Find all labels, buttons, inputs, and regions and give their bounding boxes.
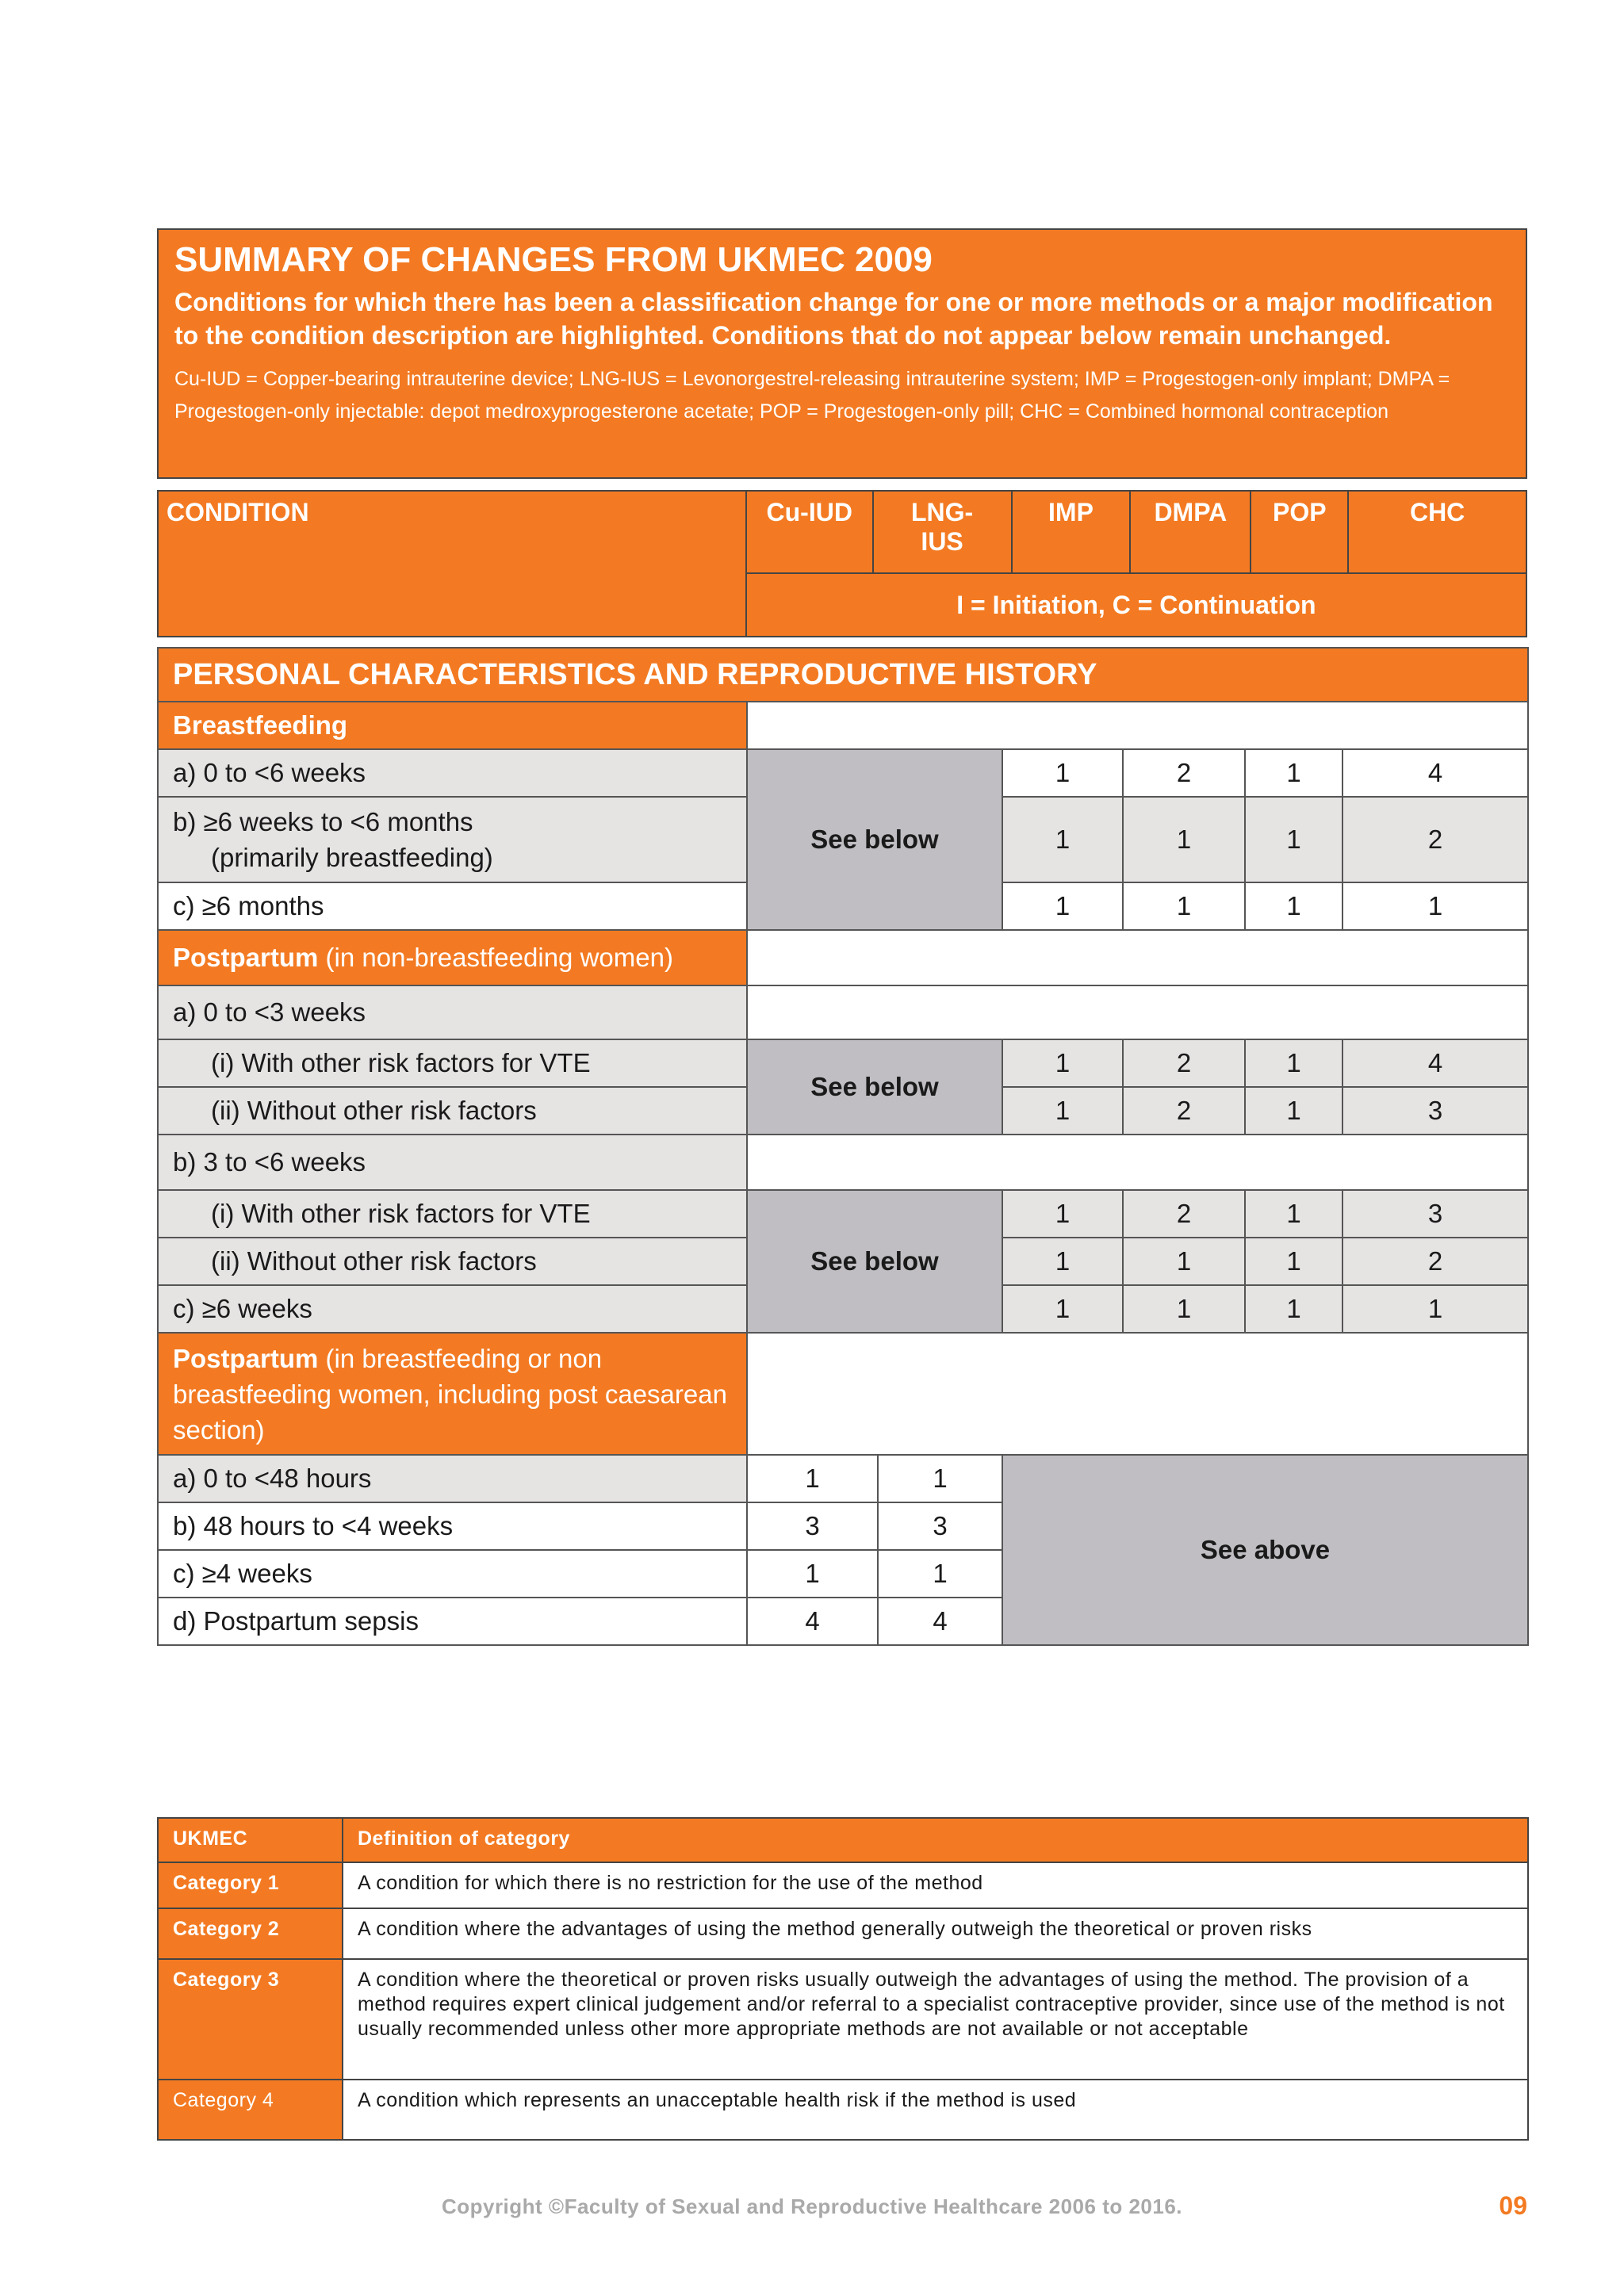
- see-below-cell: See below: [747, 1039, 1002, 1135]
- abbreviations-note: Cu-IUD = Copper-bearing intrauterine device; LNG-IUS = Levonorgestrel-releasing intrauterine system; IMP = Progestogen-only implant; DMPA = Progestogen-only injectable: depot medroxyprogesterone acetate; POP = Progestogen-only pill; CHC = Combined hormonal contraception: [174, 368, 1450, 423]
- see-above-cell: See above: [1002, 1455, 1528, 1645]
- table-row: [158, 749, 1528, 797]
- chc-value: 2: [1342, 1238, 1528, 1285]
- breastfeeding-heading: Breastfeeding: [158, 702, 747, 749]
- pop-value: 1: [1245, 1039, 1342, 1087]
- blank-cell: [747, 930, 1528, 985]
- imp-value: 1: [1002, 1190, 1123, 1238]
- row-label: c) ≥6 weeks: [158, 1285, 747, 1333]
- postpartum-all-heading: [158, 1333, 747, 1455]
- imp-value: 1: [1002, 797, 1123, 882]
- dmpa-value: 2: [1123, 749, 1245, 797]
- dmpa-value: 1: [1123, 797, 1245, 882]
- col-dmpa: DMPA: [1130, 491, 1251, 573]
- dmpa-value: 2: [1123, 1039, 1245, 1087]
- row-label-line2: (primarily breastfeeding): [211, 843, 493, 872]
- summary-title: SUMMARY OF CHANGES FROM UKMEC 2009: [174, 240, 933, 279]
- col-cu-iud: Cu-IUD: [746, 491, 873, 573]
- blank-cell: [747, 1333, 1528, 1455]
- col-chc: CHC: [1348, 491, 1526, 573]
- section-title: PERSONAL CHARACTERISTICS AND REPRODUCTIVE HISTORY: [158, 648, 1528, 702]
- ukmec-header: UKMEC: [158, 1818, 343, 1862]
- row-label: a) 0 to <48 hours: [158, 1455, 747, 1502]
- row-label: a) 0 to <3 weeks: [158, 985, 747, 1039]
- cu-iud-value: 1: [747, 1455, 878, 1502]
- dmpa-value: 1: [1123, 1285, 1245, 1333]
- chc-value: 1: [1342, 1285, 1528, 1333]
- lng-ius-value: 4: [878, 1598, 1002, 1645]
- row-label: b) 48 hours to <4 weeks: [158, 1502, 747, 1550]
- definition-header: Definition of category: [343, 1818, 1528, 1862]
- lng-ius-value: 1: [878, 1550, 1002, 1598]
- summary-box: [157, 228, 1527, 479]
- see-below-cell: See below: [747, 1190, 1002, 1333]
- cu-iud-value: 3: [747, 1502, 878, 1550]
- row-label: (ii) Without other risk factors: [158, 1087, 747, 1135]
- pop-value: 1: [1245, 882, 1342, 930]
- col-lng-ius: LNG-IUS: [873, 491, 1012, 573]
- category-definition: A condition where the advantages of using the method generally outweigh the theoretical or proven risks: [343, 1908, 1528, 1959]
- col-imp: IMP: [1012, 491, 1131, 573]
- category-definition: A condition which represents an unacceptable health risk if the method is used: [343, 2080, 1528, 2140]
- imp-value: 1: [1002, 1087, 1123, 1135]
- pop-value: 1: [1245, 1285, 1342, 1333]
- dmpa-value: 2: [1123, 1087, 1245, 1135]
- imp-value: 1: [1002, 749, 1123, 797]
- row-label: c) ≥4 weeks: [158, 1550, 747, 1598]
- chc-value: 4: [1342, 749, 1528, 797]
- col-pop: POP: [1251, 491, 1348, 573]
- table-row: [158, 1039, 1528, 1087]
- row-label: (i) With other risk factors for VTE: [158, 1039, 747, 1087]
- imp-value: 1: [1002, 1285, 1123, 1333]
- pop-value: 1: [1245, 1238, 1342, 1285]
- page-number: 09: [1499, 2191, 1527, 2220]
- blank-cell: [747, 1135, 1528, 1190]
- postpartum-nonbf-heading: [158, 930, 747, 985]
- category-definition: A condition where the theoretical or proven risks usually outweigh the advantages of using the method. The provision of a method requires expert clinical judgement and/or referral to a specialist contraceptive provider, since use of the method is not usually recommended unless other more appropriate methods are not available or not acceptable: [343, 1959, 1528, 2080]
- chc-value: 2: [1342, 797, 1528, 882]
- imp-value: 1: [1002, 882, 1123, 930]
- category-label: Category 3: [158, 1959, 343, 2080]
- lng-ius-value: 1: [878, 1455, 1002, 1502]
- lng-ius-value: 3: [878, 1502, 1002, 1550]
- chc-value: 3: [1342, 1087, 1528, 1135]
- category-definition: A condition for which there is no restriction for the use of the method: [343, 1862, 1528, 1908]
- see-below-cell: See below: [747, 749, 1002, 930]
- heading-bold: Postpartum: [173, 1343, 319, 1373]
- pop-value: 1: [1245, 797, 1342, 882]
- row-label: a) 0 to <6 weeks: [158, 749, 747, 797]
- copyright-text: Copyright ©Faculty of Sexual and Reproductive Healthcare 2006 to 2016.: [441, 2195, 1183, 2218]
- chc-value: 1: [1342, 882, 1528, 930]
- heading-note: (in breastfeeding or non breastfeeding women, including post caesarean section): [173, 1343, 727, 1445]
- dmpa-value: 1: [1123, 1238, 1245, 1285]
- pop-value: 1: [1245, 1087, 1342, 1135]
- chc-value: 4: [1342, 1039, 1528, 1087]
- row-label: b) 3 to <6 weeks: [158, 1135, 747, 1190]
- category-label: Category 2: [158, 1908, 343, 1959]
- pop-value: 1: [1245, 749, 1342, 797]
- row-label-line1: b) ≥6 weeks to <6 months: [173, 807, 473, 836]
- dmpa-value: 1: [1123, 882, 1245, 930]
- row-label: (ii) Without other risk factors: [158, 1238, 747, 1285]
- initiation-legend: I = Initiation, C = Continuation: [746, 573, 1526, 637]
- summary-subtitle: Conditions for which there has been a classification change for one or more methods or a major modification to the condition description are highlighted. Conditions that do not appear below remain unchanged.: [174, 288, 1493, 350]
- table-row: [158, 1190, 1528, 1238]
- category-label: Category 4: [158, 2080, 343, 2140]
- category-label: Category 1: [158, 1862, 343, 1908]
- heading-note: (in non-breastfeeding women): [325, 943, 673, 972]
- category-definitions-table: [157, 1817, 1529, 2141]
- imp-value: 1: [1002, 1238, 1123, 1285]
- blank-cell: [747, 702, 1528, 749]
- row-label: (i) With other risk factors for VTE: [158, 1190, 747, 1238]
- chc-value: 3: [1342, 1190, 1528, 1238]
- conditions-table: [157, 647, 1529, 1646]
- pop-value: 1: [1245, 1190, 1342, 1238]
- row-label: c) ≥6 months: [158, 882, 747, 930]
- cu-iud-value: 4: [747, 1598, 878, 1645]
- dmpa-value: 2: [1123, 1190, 1245, 1238]
- row-label: [158, 797, 747, 882]
- column-header-table: [157, 490, 1527, 637]
- imp-value: 1: [1002, 1039, 1123, 1087]
- col-condition: CONDITION: [158, 491, 746, 637]
- row-label: d) Postpartum sepsis: [158, 1598, 747, 1645]
- cu-iud-value: 1: [747, 1550, 878, 1598]
- table-row: [158, 1455, 1528, 1502]
- heading-bold: Postpartum: [173, 943, 319, 972]
- blank-cell: [747, 985, 1528, 1039]
